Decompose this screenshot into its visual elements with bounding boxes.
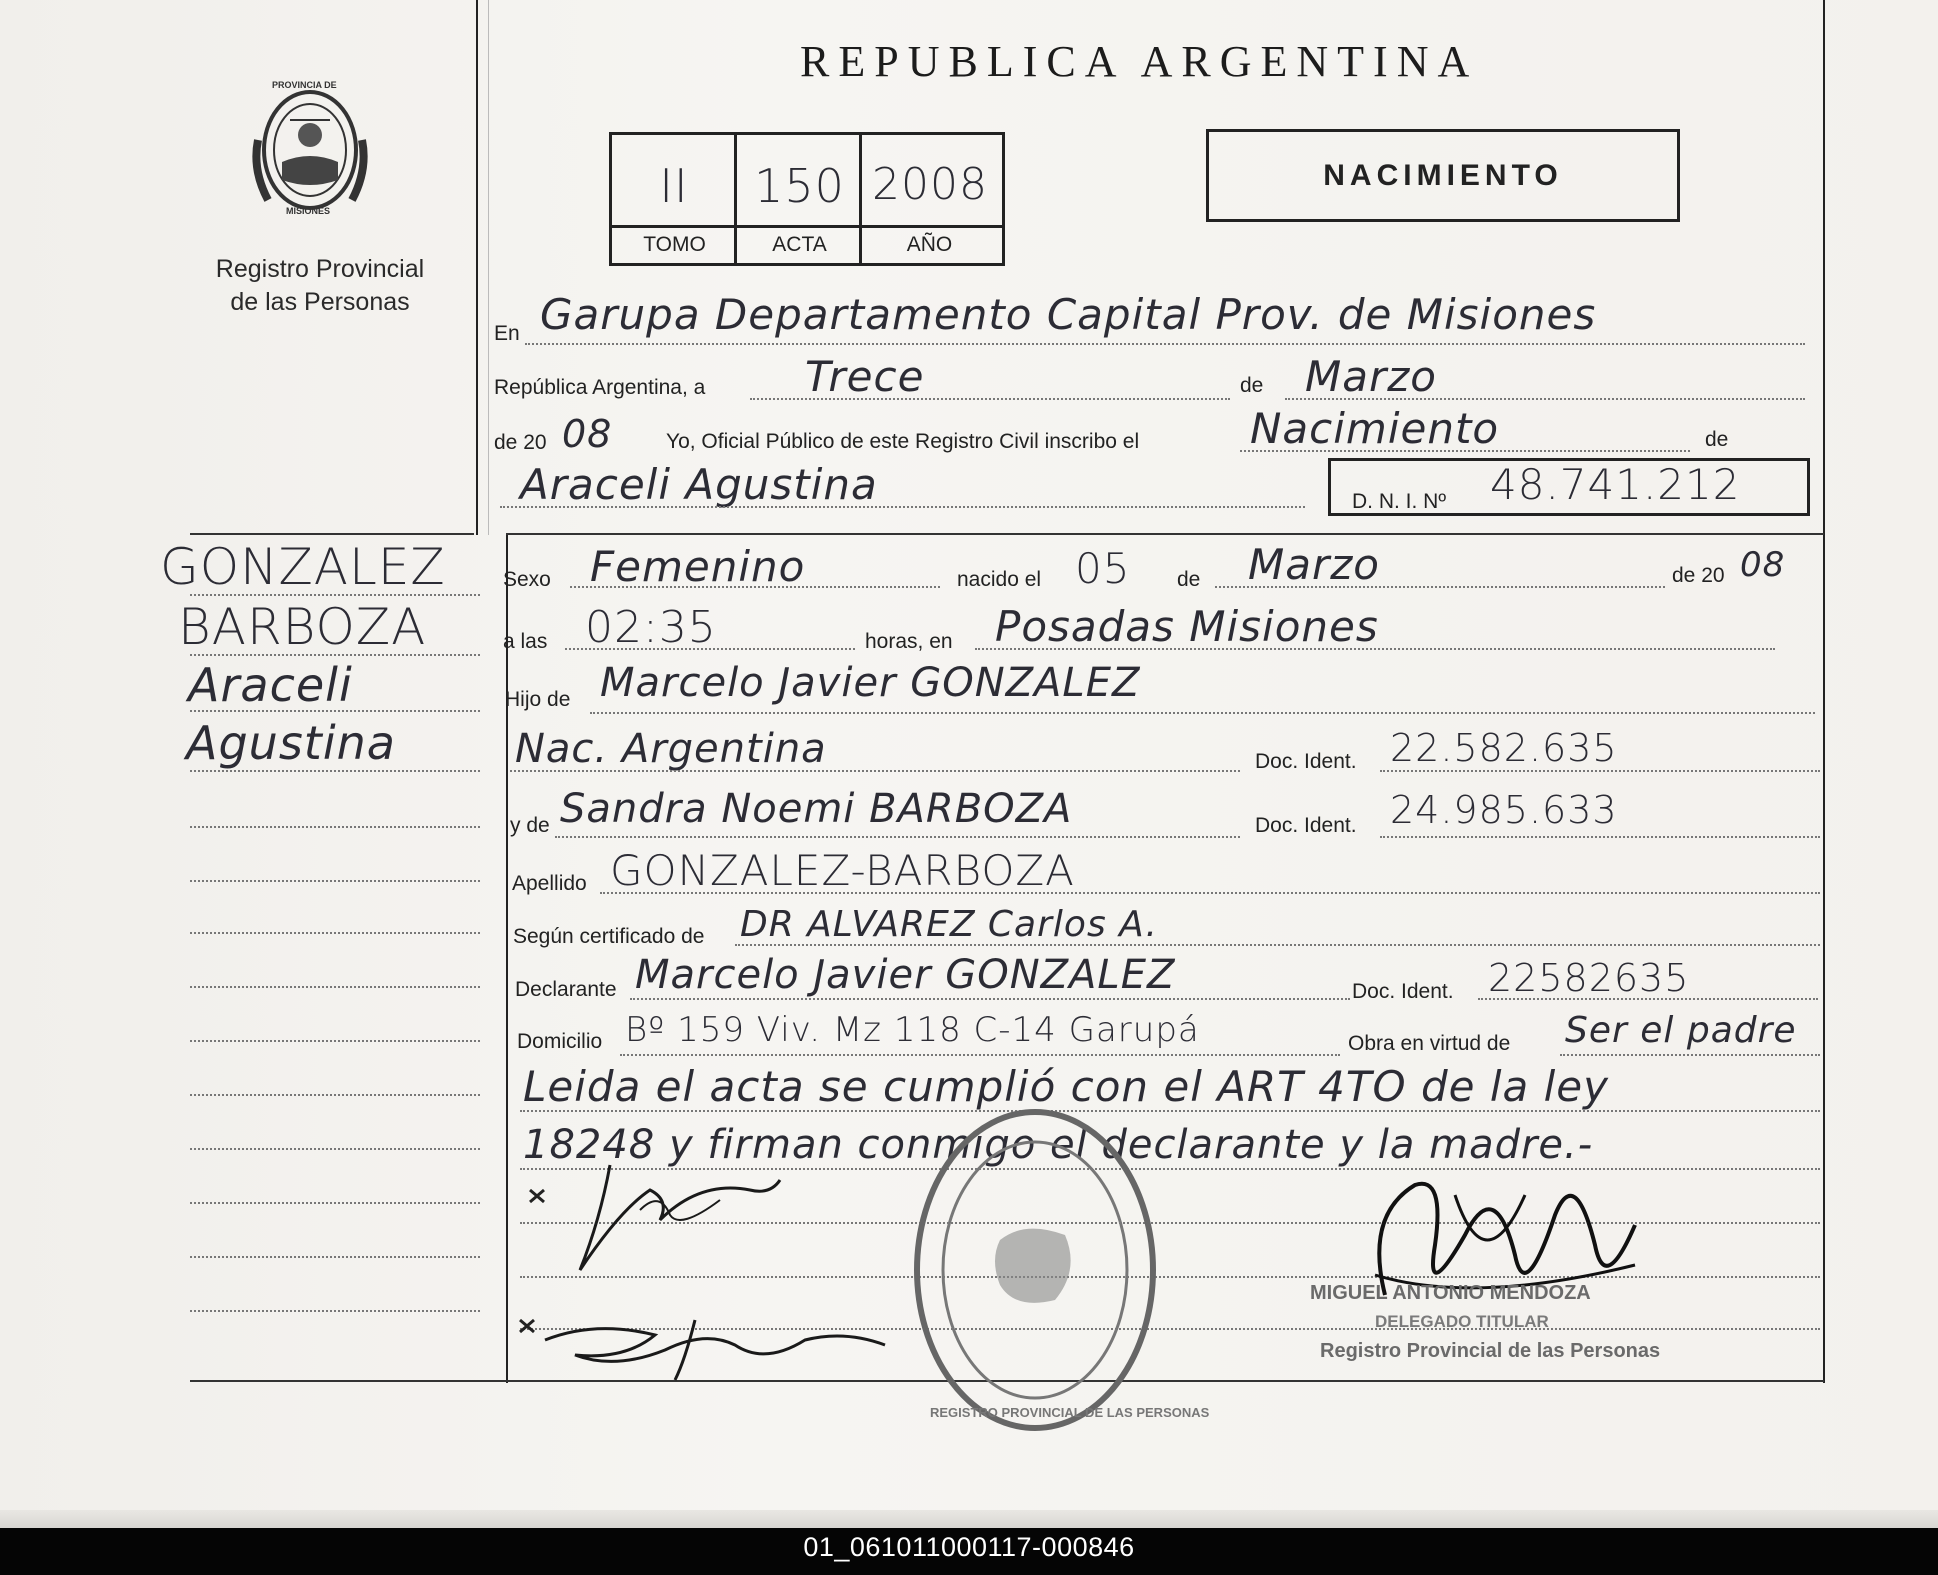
left-column-divider	[476, 0, 478, 535]
record-box-divider	[612, 225, 1002, 228]
rule-dia	[750, 398, 1230, 400]
rule-madre-doc	[1380, 836, 1820, 838]
rule-domicilio	[620, 1054, 1340, 1056]
label-hijo-de: Hijo de	[505, 688, 571, 711]
label-de-20-nacido: de 20	[1672, 564, 1725, 587]
label-domicilio: Domicilio	[517, 1030, 603, 1053]
margin-rule	[190, 654, 480, 656]
label-en: En	[494, 322, 520, 345]
rule-mes	[1285, 398, 1805, 400]
rule-padre-doc	[1380, 770, 1820, 772]
entry-sexo: Femenino	[590, 542, 806, 591]
official-name: MIGUEL ANTONIO MENDOZA	[1310, 1282, 1591, 1304]
label-doc-ident-padre: Doc. Ident.	[1255, 750, 1357, 773]
stamp-ring-text: REGISTRO PROVINCIAL DE LAS PERSONAS	[930, 1405, 1210, 1420]
margin-rule	[190, 986, 480, 988]
entry-lugar: Garupa Departamento Capital Prov. de Misiones	[540, 290, 1597, 339]
margin-rule	[190, 1040, 480, 1042]
rule-obs-1	[520, 1110, 1820, 1112]
entry-apellido: GONZALEZ-BARBOZA	[610, 846, 1075, 895]
rule-nacido-mes	[1215, 586, 1665, 588]
entry-nombre: Araceli Agustina	[520, 460, 878, 509]
label-segun: Según certificado de	[513, 925, 705, 948]
entry-lugar-nac: Posadas Misiones	[995, 602, 1379, 651]
body-left-border	[488, 0, 489, 535]
acta-value: 150	[754, 159, 845, 213]
margin-rule	[190, 710, 480, 712]
rule-lugar-nac	[975, 648, 1775, 650]
entry-domicilio: Bº 159 Viv. Mz 118 C-14 Garupá	[625, 1010, 1200, 1050]
margin-line-1: GONZALEZ	[160, 538, 446, 596]
entry-obra: Ser el padre	[1565, 1010, 1797, 1051]
margin-rule	[190, 1256, 480, 1258]
label-republica: República Argentina, a	[494, 376, 706, 399]
entry-dia-texto: Trece	[805, 352, 925, 401]
anio-label: AÑO	[906, 233, 953, 256]
entry-anio-suffix: 08	[562, 412, 613, 456]
label-yo-oficial: Yo, Oficial Público de este Registro Civil inscribo el	[666, 430, 1140, 453]
rule-tipo	[1240, 450, 1690, 452]
rule-certificado	[735, 944, 1820, 946]
anio-value: 2008	[872, 159, 988, 210]
record-type-box: NACIMIENTO	[1206, 129, 1680, 222]
entry-declarante-doc: 22582635	[1488, 956, 1690, 1000]
section-rule	[506, 533, 1824, 535]
rule-sexo	[570, 586, 940, 588]
entry-mes: Marzo	[1305, 352, 1437, 401]
entry-padre-doc: 22.582.635	[1390, 726, 1618, 770]
entry-nacionalidad: Nac. Argentina	[515, 726, 827, 772]
entry-declarante: Marcelo Javier GONZALEZ	[635, 952, 1176, 998]
rule-madre	[555, 836, 1240, 838]
label-de-20: de 20	[494, 431, 547, 454]
margin-rule	[190, 1310, 480, 1312]
label-a-las: a las	[503, 630, 548, 653]
entry-padre: Marcelo Javier GONZALEZ	[600, 660, 1141, 706]
entry-nacido-anio: 08	[1740, 545, 1786, 585]
label-doc-ident-madre: Doc. Ident.	[1255, 814, 1357, 837]
rule-nacionalidad	[510, 770, 1240, 772]
label-de-nacido-mes: de	[1177, 568, 1201, 591]
margin-bottom-rule	[190, 1380, 508, 1382]
label-nacido-el: nacido el	[957, 568, 1042, 591]
observation-line-2: 18248 y firman conmigo el declarante y la madre.-	[523, 1122, 1594, 1168]
margin-rule	[190, 770, 480, 772]
page-edge	[0, 1510, 1938, 1528]
label-obra: Obra en virtud de	[1348, 1032, 1511, 1055]
entry-hora: 02:35	[585, 602, 717, 653]
seal-top-text: PROVINCIA DE	[272, 80, 337, 90]
label-de-nombre: de	[1705, 428, 1729, 451]
label-horas-en: horas, en	[865, 630, 953, 653]
entry-nacido-dia: 05	[1075, 544, 1131, 593]
entry-madre: Sandra Noemi BARBOZA	[560, 786, 1073, 832]
margin-rule	[190, 932, 480, 934]
observation-line-1: Leida el acta se cumplió con el ART 4TO de la ley	[523, 1062, 1609, 1111]
office-name	[190, 253, 450, 319]
rule-nombre	[500, 506, 1305, 508]
margin-top-rule	[190, 533, 474, 535]
margin-line-4: Agustina	[186, 716, 396, 770]
margin-rule	[190, 1094, 480, 1096]
rule-en	[525, 343, 1805, 345]
acta-label: ACTA	[772, 233, 827, 256]
label-y-de: y de	[510, 814, 550, 837]
tomo-value: II	[659, 159, 689, 213]
entry-dni: 48.741.212	[1490, 460, 1741, 509]
seal-bottom-text: MISIONES	[286, 206, 331, 216]
page-title: REPUBLICA ARGENTINA	[800, 37, 1479, 86]
official-title: DELEGADO TITULAR	[1375, 1312, 1549, 1331]
record-number-box	[609, 132, 1005, 266]
label-apellido: Apellido	[512, 872, 587, 895]
mother-signature-icon	[515, 1300, 895, 1390]
office-line-1: Registro Provincial	[215, 255, 425, 283]
office-line-2: de las Personas	[230, 288, 410, 316]
label-de-mes: de	[1240, 374, 1264, 397]
declarant-signature-icon	[520, 1150, 840, 1280]
margin-column-divider	[506, 535, 508, 1383]
rule-obra	[1560, 1054, 1820, 1056]
right-page-border	[1823, 0, 1825, 1383]
label-sexo: Sexo	[503, 568, 551, 591]
rule-declarante-doc	[1478, 998, 1818, 1000]
official-stamp-icon	[905, 1100, 1165, 1440]
rule-padre	[590, 712, 1815, 714]
margin-line-3: Araceli	[188, 658, 353, 712]
entry-tipo: Nacimiento	[1250, 404, 1500, 453]
margin-rule	[190, 1148, 480, 1150]
label-declarante: Declarante	[515, 978, 617, 1001]
margin-rule	[190, 1202, 480, 1204]
entry-certificado: DR ALVAREZ Carlos A.	[740, 904, 1158, 945]
margin-rule	[190, 880, 480, 882]
entry-madre-doc: 24.985.633	[1390, 788, 1618, 832]
margin-rule	[190, 594, 480, 596]
rule-declarante	[630, 998, 1350, 1000]
label-dni: D. N. I. Nº	[1352, 490, 1447, 513]
rule-apellido	[600, 892, 1820, 894]
official-office: Registro Provincial de las Personas	[1320, 1340, 1661, 1362]
rule-hora	[565, 648, 855, 650]
tomo-label: TOMO	[643, 233, 706, 256]
margin-line-2: BARBOZA	[178, 598, 427, 656]
margin-rule	[190, 826, 480, 828]
label-doc-ident-declarante: Doc. Ident.	[1352, 980, 1454, 1003]
image-code: 01_061011000117-000846	[803, 1532, 1135, 1562]
entry-nacido-mes: Marzo	[1248, 540, 1380, 589]
